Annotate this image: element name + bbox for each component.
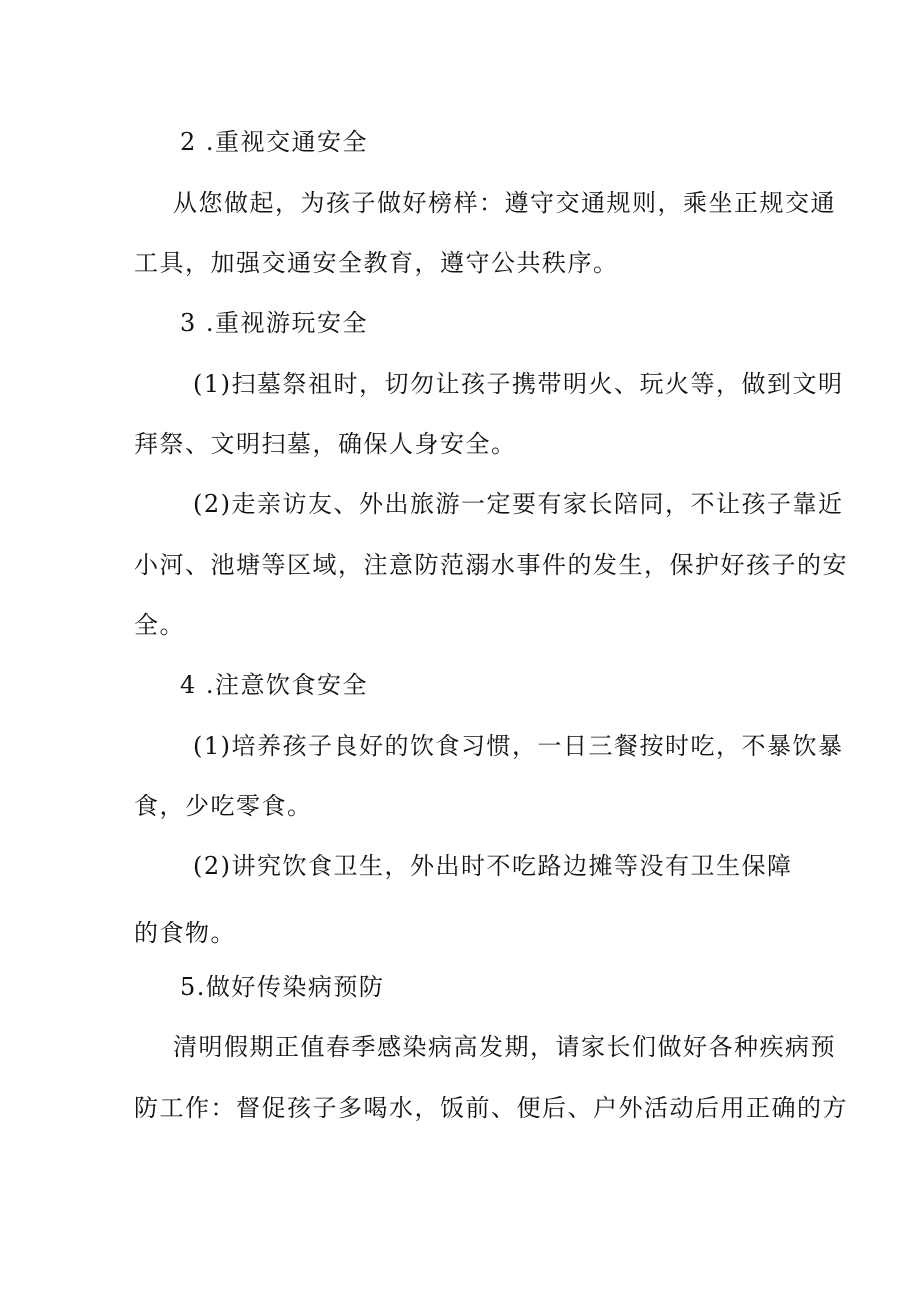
list-item-line: 的食物。 [134,919,236,947]
section-heading-traffic-safety: 2 .重视交通安全 [180,128,369,156]
list-item-line: 食，少吃零食。 [134,792,313,820]
list-item-line: (1)培养孩子良好的饮食习惯，一日三餐按时吃，不暴饮暴 [193,732,844,760]
list-item-line: 拜祭、文明扫墓，确保人身安全。 [134,430,517,458]
section-heading-play-safety: 3 .重视游玩安全 [180,309,369,337]
list-item-line: (2)走亲访友、外出旅游一定要有家长陪同，不让孩子靠近 [193,490,844,518]
section-heading-disease-prevention: 5.做好传染病预防 [180,973,385,1001]
section-heading-food-safety: 4 .注意饮食安全 [180,671,369,699]
list-item-line: (2)讲究饮食卫生，外出时不吃路边摊等没有卫生保障 [193,852,793,880]
paragraph-line: 工具，加强交通安全教育，遵守公共秩序。 [134,249,619,277]
paragraph-line: 清明假期正值春季感染病高发期，请家长们做好各种疾病预 [173,1033,836,1061]
paragraph-line: 从您做起，为孩子做好榜样：遵守交通规则，乘坐正规交通 [173,189,836,217]
list-item-line: 全。 [134,611,185,639]
paragraph-line: 防工作：督促孩子多喝水，饭前、便后、户外活动后用正确的方 [134,1094,848,1122]
list-item-line: 小河、池塘等区域，注意防范溺水事件的发生，保护好孩子的安 [134,551,848,579]
list-item-line: (1)扫墓祭祖时，切勿让孩子携带明火、玩火等，做到文明 [193,370,844,398]
